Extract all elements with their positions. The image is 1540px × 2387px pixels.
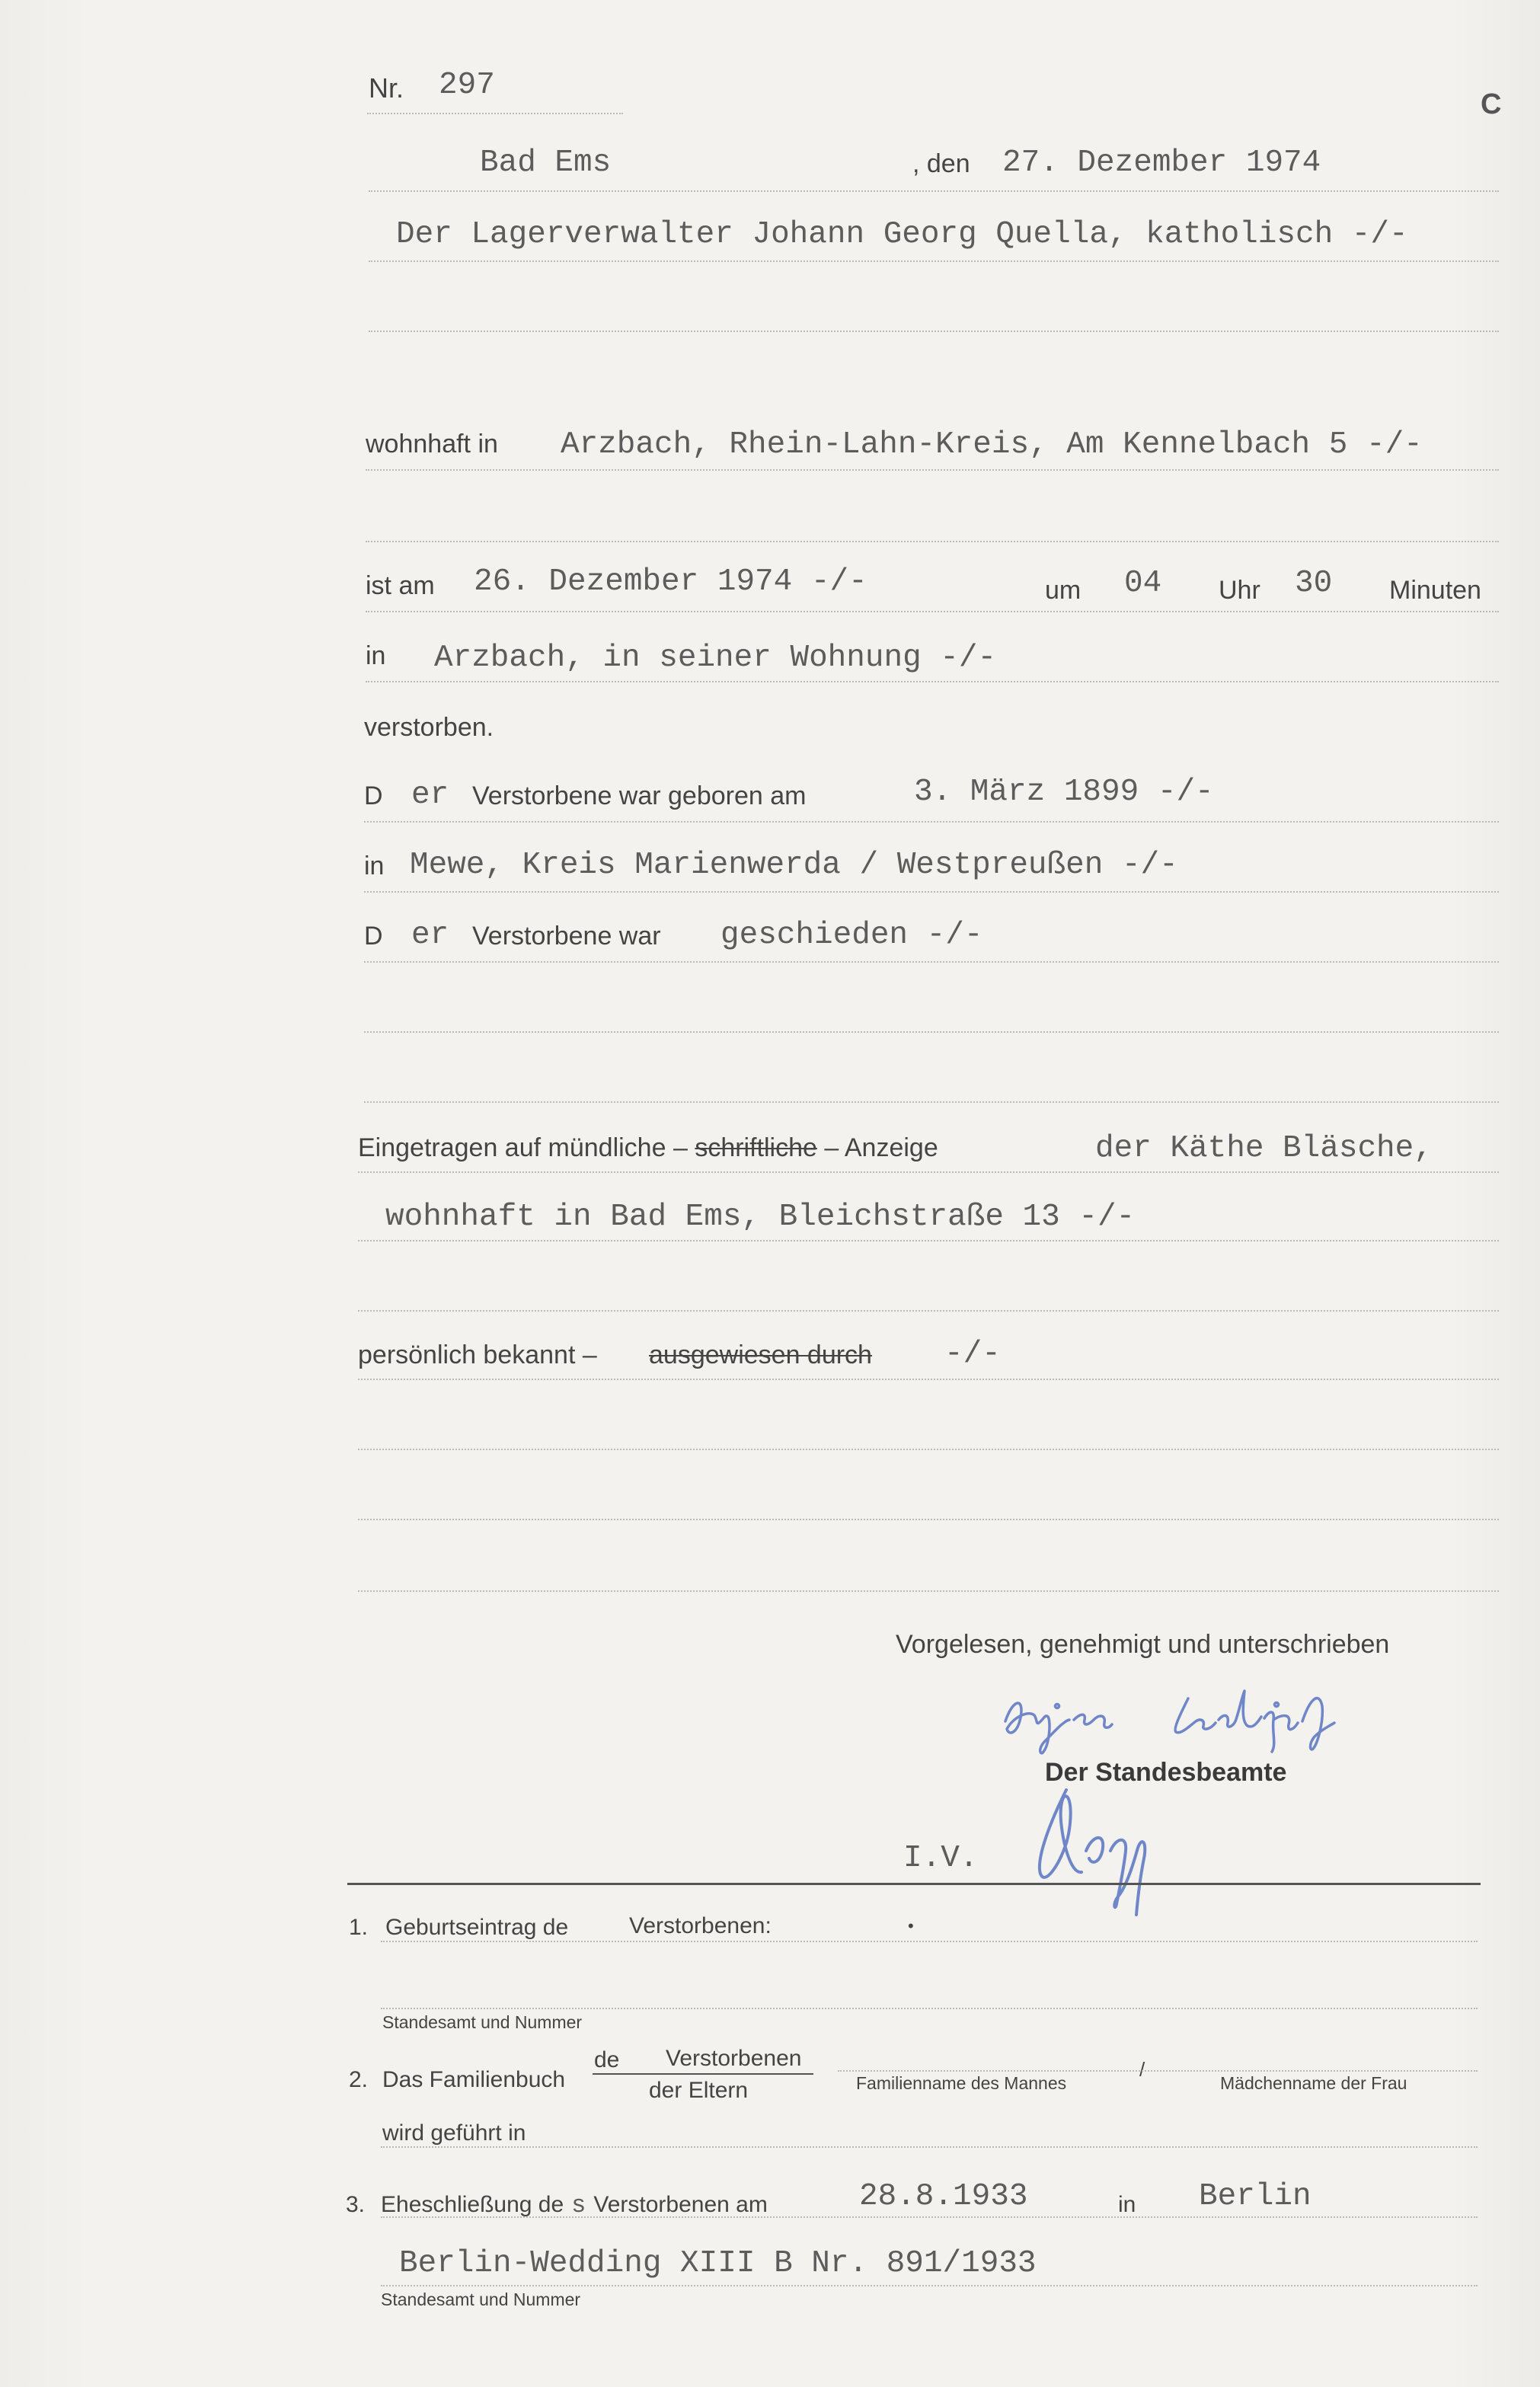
read-approved-signed: Vorgelesen, genehmigt und unterschrieben xyxy=(896,1630,1390,1659)
death-minutes: 30 xyxy=(1295,566,1333,601)
rule xyxy=(381,2285,1478,2286)
rule xyxy=(366,611,1499,612)
marriage-date: 28.8.1933 xyxy=(859,2179,1028,2214)
rule xyxy=(364,891,1499,893)
note-1-caption: Standesamt und Nummer xyxy=(382,2012,583,2032)
marital-status: geschieden -/- xyxy=(720,918,983,953)
rule xyxy=(358,1310,1499,1312)
died-label: verstorben. xyxy=(364,713,494,742)
rule xyxy=(381,2216,1478,2218)
marriage-in-label: in xyxy=(1118,2192,1136,2217)
corner-mark: C xyxy=(1481,88,1502,120)
residence-label: wohnhaft in xyxy=(366,430,498,459)
note-3-label-b: Verstorbenen am xyxy=(593,2192,768,2217)
rule xyxy=(366,469,1499,471)
husband-surname-caption: Familienname des Mannes xyxy=(856,2073,1067,2093)
rule xyxy=(364,821,1499,823)
rule xyxy=(358,1240,1499,1241)
rule xyxy=(358,1379,1499,1380)
note-2-option-deceased: Verstorbenen xyxy=(666,2046,802,2071)
deceased-line: Der Lagerverwalter Johann Georg Quella, katholisch -/- xyxy=(396,217,1408,252)
birth-place: Mewe, Kreis Marienwerda / Westpreußen -/- xyxy=(410,848,1178,883)
date-separator: , den xyxy=(912,149,970,178)
death-place: Arzbach, in seiner Wohnung -/- xyxy=(434,641,997,676)
struck-rest: chriftliche xyxy=(708,1133,817,1162)
rule xyxy=(366,681,1499,682)
wife-maiden-name-caption: Mädchenname der Frau xyxy=(1220,2073,1407,2093)
rule xyxy=(364,1101,1499,1103)
struck-written-option xyxy=(695,1133,817,1162)
informant: der Käthe Bläsche, xyxy=(1095,1131,1433,1166)
registrar-title: Der Standesbeamte xyxy=(1045,1758,1287,1787)
birth-label: Verstorbene war geboren am xyxy=(472,781,807,810)
rule xyxy=(381,2008,1478,2009)
registered-label-text-2: – Anzeige xyxy=(824,1133,938,1162)
birth-d-prefix: D xyxy=(364,781,383,810)
section-divider xyxy=(347,1883,1481,1885)
death-place-label: in xyxy=(366,641,386,670)
marriage-registry-office: Berlin-Wedding XIII B Nr. 891/1933 xyxy=(399,2246,1037,2281)
rule xyxy=(364,1031,1499,1033)
name-separator: / xyxy=(1139,2058,1145,2081)
rule xyxy=(358,1449,1499,1450)
status-d-prefix: D xyxy=(364,922,383,951)
nr-label: Nr. xyxy=(369,72,404,104)
registered-label xyxy=(358,1135,938,1161)
rule xyxy=(838,2070,1478,2072)
deputy-signature xyxy=(1013,1775,1181,1927)
struck-identified-by: ausgewiesen durch xyxy=(649,1340,872,1369)
note-3-caption: Standesamt und Nummer xyxy=(381,2290,581,2309)
note-1-suffix: Verstorbenen: xyxy=(629,1913,772,1938)
identity-label: persönlich bekannt – xyxy=(358,1340,597,1369)
informant-address: wohnhaft in Bad Ems, Bleichstraße 13 -/- xyxy=(385,1200,1136,1235)
death-date-label: ist am xyxy=(366,571,435,600)
place-of-record: Bad Ems xyxy=(480,145,612,181)
note-3-s: s xyxy=(571,2191,586,2219)
status-er-suffix: er xyxy=(411,918,449,953)
registered-label-text: Eingetragen auf mündliche – xyxy=(358,1133,688,1162)
note-2-label: Das Familienbuch xyxy=(382,2067,566,2092)
death-hour: 04 xyxy=(1124,566,1162,601)
note-3-label-a: Eheschließung de xyxy=(381,2192,564,2217)
status-label: Verstorbene war xyxy=(472,922,661,951)
identity-value: -/- xyxy=(944,1337,1001,1372)
handwritten-signature xyxy=(990,1676,1447,1759)
um-label: um xyxy=(1045,576,1082,605)
rule xyxy=(364,961,1499,963)
rule xyxy=(381,1941,1478,1942)
marriage-place: Berlin xyxy=(1199,2179,1312,2214)
note-2-kept-in: wird geführt in xyxy=(382,2120,526,2146)
note-3-number: 3. xyxy=(346,2192,366,2217)
rule xyxy=(367,113,623,114)
rule xyxy=(358,1519,1499,1520)
note-2-de: de xyxy=(594,2047,620,2072)
struck-s: s xyxy=(695,1133,708,1162)
note-2-number: 2. xyxy=(349,2067,369,2092)
rule xyxy=(369,260,1499,262)
on-behalf-marker: I.V. xyxy=(903,1841,979,1876)
birth-place-label: in xyxy=(364,852,385,880)
note-1-number: 1. xyxy=(349,1915,369,1940)
rule xyxy=(381,2146,1478,2148)
rule xyxy=(358,1590,1499,1592)
death-date: 26. Dezember 1974 -/- xyxy=(474,564,867,599)
record-date: 27. Dezember 1974 xyxy=(1002,145,1321,181)
uhr-label: Uhr xyxy=(1219,576,1260,605)
minuten-label: Minuten xyxy=(1389,576,1481,605)
note-1-label: Geburtseintrag de xyxy=(385,1915,569,1940)
rule xyxy=(369,331,1499,332)
fraction-line xyxy=(593,2073,813,2075)
rule xyxy=(369,190,1499,192)
birth-er-suffix: er xyxy=(411,778,449,813)
entry-number: 297 xyxy=(439,68,495,103)
residence-value: Arzbach, Rhein-Lahn-Kreis, Am Kennelbach 5 -/- xyxy=(561,427,1423,462)
birth-date: 3. März 1899 -/- xyxy=(914,775,1214,810)
note-1-bullet: • xyxy=(908,1916,914,1935)
rule xyxy=(366,541,1499,542)
note-3-label xyxy=(381,2191,768,2219)
note-2-option-parents: der Eltern xyxy=(649,2078,749,2103)
rule xyxy=(358,1171,1499,1173)
